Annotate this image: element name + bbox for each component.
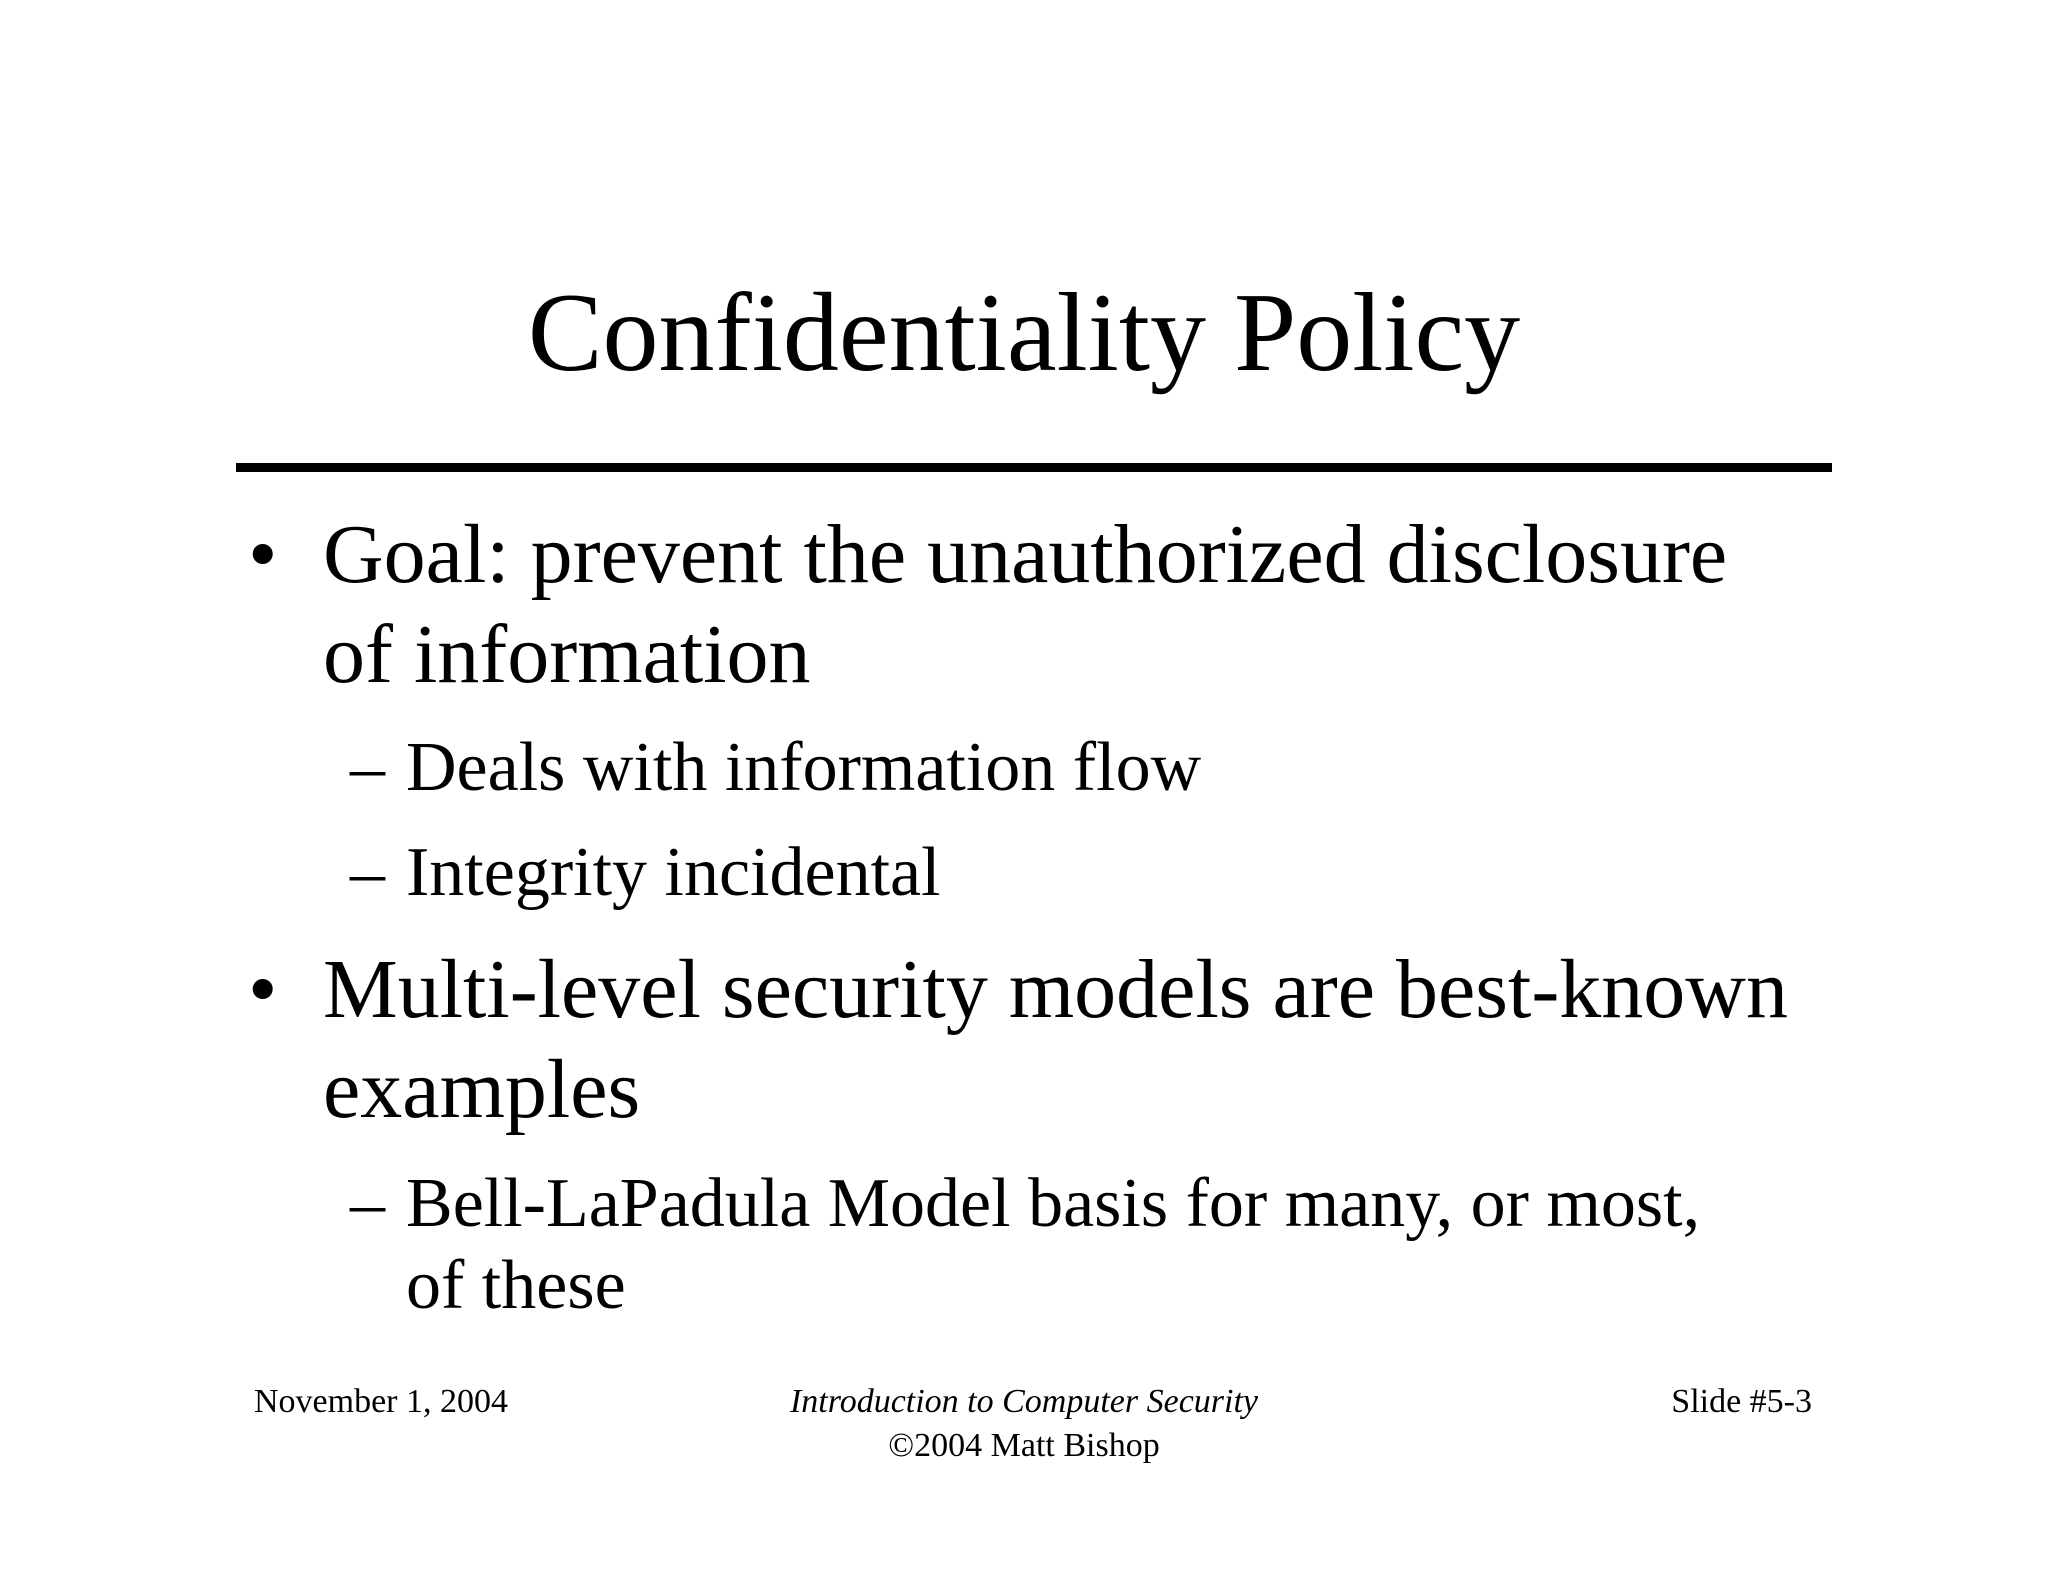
bullet-text: [323, 940, 1843, 1140]
bullet-line: of information: [323, 608, 811, 701]
sub-item-text: [406, 727, 1826, 809]
dash-marker: –: [350, 729, 385, 806]
bullet-line: examples: [323, 1043, 641, 1136]
slide-title: Confidentiality Policy: [527, 271, 1521, 395]
footer-date: November 1, 2004: [254, 1383, 509, 1420]
title-divider: [236, 463, 1832, 472]
footer-slide-number: Slide #5-3: [1671, 1383, 1812, 1420]
sub-item-text: [406, 1163, 1826, 1327]
dash-marker: –: [350, 834, 385, 911]
footer-course-title: Introduction to Computer Security: [789, 1383, 1259, 1420]
bullet-line: Goal: prevent the unauthorized disclosure: [323, 508, 1728, 601]
sub-item-line: Deals with information flow: [406, 729, 1202, 806]
bullet-marker: •: [248, 943, 278, 1036]
sub-item-line: Integrity incidental: [406, 834, 941, 911]
sub-item-line: Bell-LaPadula Model basis for many, or most,: [406, 1165, 1701, 1242]
dash-marker: –: [350, 1165, 385, 1242]
bullet-line: Multi-level security models are best-known: [323, 943, 1788, 1036]
sub-item-line: of these: [406, 1247, 626, 1324]
bullet-text: [323, 505, 1843, 705]
bullet-marker: •: [248, 508, 278, 601]
sub-item-text: [406, 832, 1826, 914]
footer-copyright: ©2004 Matt Bishop: [888, 1427, 1160, 1464]
